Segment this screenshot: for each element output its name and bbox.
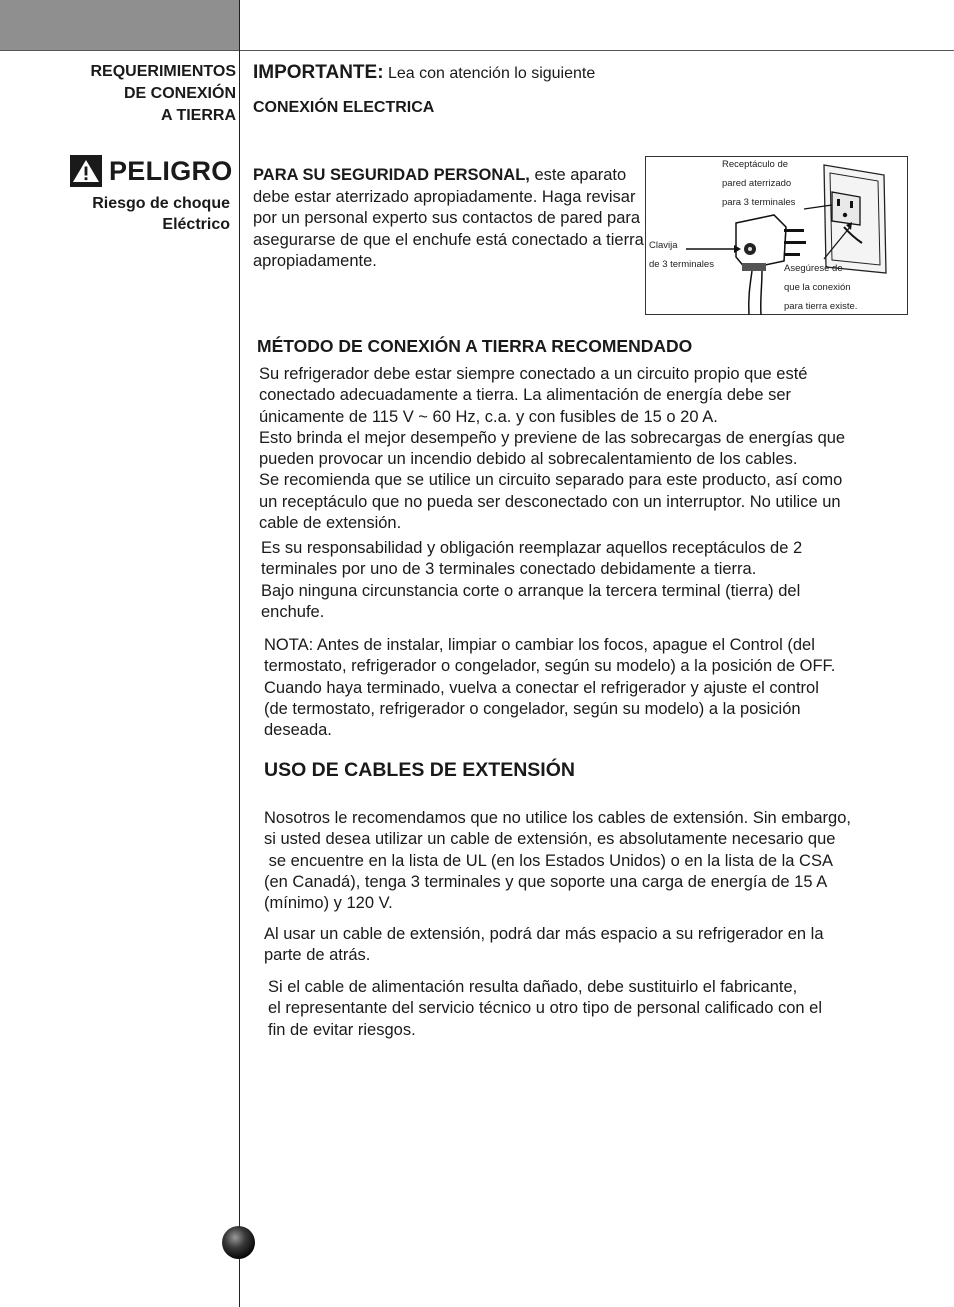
text-line: Se recomienda que se utilice un circuito separado para este producto, así como [259, 471, 843, 490]
text-line: el representante del servicio técnico u otro tipo de personal calificado con el [268, 999, 822, 1018]
text-line: conectado adecuadamente a tierra. La alimentación de energía debe ser [259, 386, 792, 405]
text-line: deseada. [264, 721, 332, 740]
important-label: IMPORTANTE: [253, 62, 384, 83]
risk-line: Eléctrico [162, 216, 230, 233]
grounding-figure [645, 156, 908, 315]
text-line: (en Canadá), tenga 3 terminales y que soporte una carga de energía de 15 A [264, 872, 828, 891]
nota-paragraph [264, 635, 835, 741]
safety-text: este aparato debe estar aterrizado apropiadamente. Haga revisar por un personal experto sus contactos de pared para asegurarse de que el enchufe está conectado a tierra apropiadamente. [253, 166, 644, 270]
header-divider [0, 50, 954, 51]
plug-label-line: Clavija [649, 240, 678, 251]
text-line: Esto brinda el mejor desempeño y previene de las sobrecargas de energías que [259, 428, 846, 447]
sidebar-title-line: DE CONEXIÓN [123, 85, 236, 102]
text-line: enchufe. [261, 602, 325, 621]
sidebar-title-line: A TIERRA [161, 107, 236, 124]
page-bullet-icon [222, 1226, 255, 1259]
risk-line: Riesgo de choque [92, 195, 230, 212]
section-title-metodo: MÉTODO DE CONEXIÓN A TIERRA RECOMENDADO [257, 336, 693, 356]
uso-paragraph-1 [264, 808, 851, 914]
important-text: Lea con atención lo siguiente [383, 65, 596, 82]
plug-label-line: de 3 terminales [649, 259, 714, 270]
risk-label [40, 193, 230, 235]
text-line: Si el cable de alimentación resulta dañado, debe sustituirlo el fabricante, [268, 978, 798, 996]
text-line: Al usar un cable de extensión, podrá dar más espacio a su refrigerador en la [264, 925, 824, 943]
sidebar-divider [239, 0, 240, 1307]
safety-lead: PARA SU SEGURIDAD PERSONAL, [253, 166, 530, 184]
text-line: NOTA: Antes de instalar, limpiar o cambiar los focos, apague el Control (del [264, 636, 815, 654]
text-line: Nosotros le recomendamos que no utilice los cables de extensión. Sin embargo, [264, 809, 851, 827]
text-line: un receptáculo que no pueda ser desconectado con un interruptor. No utilice un [259, 492, 841, 511]
important-note [253, 62, 595, 84]
receptacle-label [722, 155, 795, 212]
ground-label-line: Asegúrese de [784, 263, 843, 274]
section-title-uso: USO DE CABLES DE EXTENSIÓN [264, 759, 575, 781]
receptacle-label-line: pared aterrizado [722, 178, 792, 189]
text-line: termostato, refrigerador o congelador, según su modelo) a la posición de OFF. [264, 657, 836, 676]
header-block [0, 0, 239, 50]
section-title-conexion: CONEXIÓN ELECTRICA [253, 99, 435, 116]
receptacle-label-line: Receptáculo de [722, 159, 789, 170]
uso-paragraph-3 [268, 977, 822, 1041]
text-line: (mínimo) y 120 V. [264, 894, 393, 913]
text-line: (de termostato, refrigerador o congelador, según su modelo) a la posición [264, 699, 801, 718]
sidebar-title-line: REQUERIMIENTOS [90, 63, 236, 80]
metodo-paragraph-1 [259, 364, 845, 534]
text-line: terminales por uno de 3 terminales conectado debidamente a tierra. [261, 560, 757, 579]
receptacle-label-line: para 3 terminales [722, 197, 796, 208]
danger-label: PELIGRO [109, 155, 233, 186]
text-line: parte de atrás. [264, 946, 371, 965]
metodo-paragraph-2 [261, 538, 802, 623]
ground-label [784, 259, 857, 316]
text-line: Su refrigerador debe estar siempre conectado a un circuito propio que esté [259, 365, 808, 383]
text-line: Es su responsabilidad y obligación reemplazar aquellos receptáculos de 2 [261, 539, 803, 557]
warning-triangle-icon [70, 155, 102, 187]
text-line: pueden provocar un incendio debido al sobrecalentamiento de los cables. [259, 450, 798, 469]
ground-label-line: que la conexión [784, 282, 851, 293]
ground-label-line: para tierra existe. [784, 301, 858, 312]
text-line: se encuentre en la lista de UL (en los Estados Unidos) o en la lista de la CSA [264, 851, 833, 870]
sidebar-title [40, 61, 236, 127]
text-line: únicamente de 115 V ~ 60 Hz, c.a. y con fusibles de 15 o 20 A. [259, 407, 718, 426]
text-line: Bajo ninguna circunstancia corte o arranque la tercera terminal (tierra) del [261, 581, 801, 600]
safety-paragraph [253, 165, 648, 273]
uso-paragraph-2 [264, 924, 824, 967]
text-line: Cuando haya terminado, vuelva a conectar el refrigerador y ajuste el control [264, 678, 819, 697]
text-line: si usted desea utilizar un cable de extensión, es absolutamente necesario que [264, 830, 836, 849]
plug-label [649, 236, 714, 274]
text-line: fin de evitar riesgos. [268, 1020, 416, 1039]
danger-heading [70, 154, 233, 188]
text-line: cable de extensión. [259, 514, 402, 533]
